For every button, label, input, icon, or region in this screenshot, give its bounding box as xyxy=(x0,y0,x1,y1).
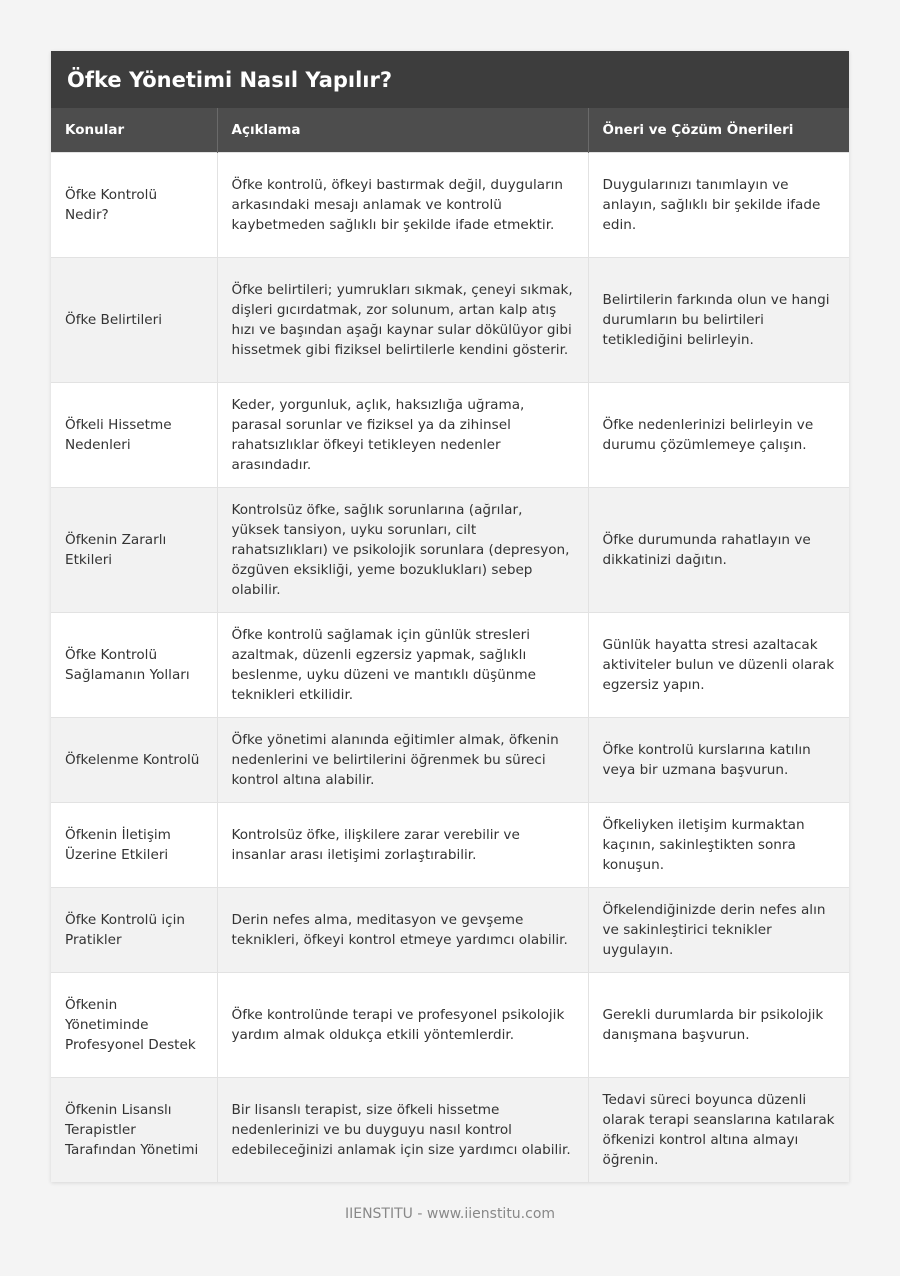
cell-topic: Öfke Kontrolü Sağlamanın Yolları xyxy=(51,612,217,717)
cell-suggestion: Belirtilerin farkında olun ve hangi durumların bu belirtileri tetiklediğini belirleyin. xyxy=(588,257,849,382)
column-header-description: Açıklama xyxy=(217,108,588,152)
table-header-row xyxy=(51,108,849,152)
cell-topic: Öfkenin Yönetiminde Profesyonel Destek xyxy=(51,972,217,1077)
cell-suggestion: Öfke kontrolü kurslarına katılın veya bir uzmana başvurun. xyxy=(588,717,849,802)
cell-description: Öfke kontrolünde terapi ve profesyonel psikolojik yardım almak oldukça etkili yöntemlerdir. xyxy=(217,972,588,1077)
cell-topic: Öfkelenme Kontrolü xyxy=(51,717,217,802)
table-row xyxy=(51,1077,849,1182)
cell-suggestion: Gerekli durumlarda bir psikolojik danışmana başvurun. xyxy=(588,972,849,1077)
table-row xyxy=(51,802,849,887)
cell-description: Öfke kontrolü sağlamak için günlük stresleri azaltmak, düzenli egzersiz yapmak, sağlıklı beslenme, uyku düzeni ve mantıklı düşünme teknikleri etkilidir. xyxy=(217,612,588,717)
cell-topic: Öfkenin Lisanslı Terapistler Tarafından Yönetimi xyxy=(51,1077,217,1182)
cell-topic: Öfkenin Zararlı Etkileri xyxy=(51,487,217,612)
cell-description: Derin nefes alma, meditasyon ve gevşeme teknikleri, öfkeyi kontrol etmeye yardımcı olabilir. xyxy=(217,887,588,972)
column-header-suggestions: Öneri ve Çözüm Önerileri xyxy=(588,108,849,152)
cell-topic: Öfke Kontrolü için Pratikler xyxy=(51,887,217,972)
cell-suggestion: Öfkeliyken iletişim kurmaktan kaçının, sakinleştikten sonra konuşun. xyxy=(588,802,849,887)
cell-description: Bir lisanslı terapist, size öfkeli hissetme nedenlerinizi ve bu duyguyu nasıl kontrol edebileceğinizi anlamak için size yardımcı olabilir. xyxy=(217,1077,588,1182)
table-row xyxy=(51,972,849,1077)
column-header-topics: Konular xyxy=(65,121,125,138)
cell-description: Öfke kontrolü, öfkeyi bastırmak değil, duyguların arkasındaki mesajı anlamak ve kontrolü kaybetmeden sağlıklı bir şekilde ifade etmektir. xyxy=(217,152,588,257)
table-row xyxy=(51,487,849,612)
table-row xyxy=(51,717,849,802)
table-row xyxy=(51,152,849,257)
cell-suggestion: Duygularınızı tanımlayın ve anlayın, sağlıklı bir şekilde ifade edin. xyxy=(588,152,849,257)
cell-description: Öfke yönetimi alanında eğitimler almak, öfkenin nedenlerini ve belirtilerini öğrenmek bu süreci kontrol altına alabilir. xyxy=(217,717,588,802)
cell-description: Keder, yorgunluk, açlık, haksızlığa uğrama, parasal sorunlar ve fiziksel ya da zihinsel rahatsızlıklar öfkeyi tetikleyen nedenler arasındadır. xyxy=(217,382,588,487)
page-title: Öfke Yönetimi Nasıl Yapılır? xyxy=(51,51,849,108)
topics-table xyxy=(51,108,849,1182)
table-row xyxy=(51,257,849,382)
cell-topic: Öfke Kontrolü Nedir? xyxy=(51,152,217,257)
cell-description: Kontrolsüz öfke, ilişkilere zarar verebilir ve insanlar arası iletişimi zorlaştırabilir. xyxy=(217,802,588,887)
footer-credit: IIENSTITU - www.iienstitu.com xyxy=(344,1206,556,1222)
cell-description: Kontrolsüz öfke, sağlık sorunlarına (ağrılar, yüksek tansiyon, uyku sorunları, cilt rahatsızlıkları) ve psikolojik sorunlara (depresyon, özgüven eksikliği, yeme bozuklukları) sebep olabilir. xyxy=(217,487,588,612)
cell-topic: Öfkenin İletişim Üzerine Etkileri xyxy=(51,802,217,887)
cell-suggestion: Öfkelendiğinizde derin nefes alın ve sakinleştirici teknikler uygulayın. xyxy=(588,887,849,972)
table-row xyxy=(51,382,849,487)
cell-suggestion: Öfke durumunda rahatlayın ve dikkatinizi dağıtın. xyxy=(588,487,849,612)
cell-suggestion: Öfke nedenlerinizi belirleyin ve durumu çözümlemeye çalışın. xyxy=(588,382,849,487)
table-card xyxy=(51,51,849,1182)
cell-topic: Öfkeli Hissetme Nedenleri xyxy=(51,382,217,487)
cell-description: Öfke belirtileri; yumrukları sıkmak, çeneyi sıkmak, dişleri gıcırdatmak, zor solunum, artan kalp atış hızı ve başından aşağı kaynar sular dökülüyor gibi hissetmek gibi fiziksel belirtilerle kendini gösterir. xyxy=(217,257,588,382)
cell-topic: Öfke Belirtileri xyxy=(51,257,217,382)
cell-suggestion: Tedavi süreci boyunca düzenli olarak terapi seanslarına katılarak öfkenizi kontrol altına almayı öğrenin. xyxy=(588,1077,849,1182)
cell-suggestion: Günlük hayatta stresi azaltacak aktiviteler bulun ve düzenli olarak egzersiz yapın. xyxy=(588,612,849,717)
table-row xyxy=(51,887,849,972)
table-row xyxy=(51,612,849,717)
